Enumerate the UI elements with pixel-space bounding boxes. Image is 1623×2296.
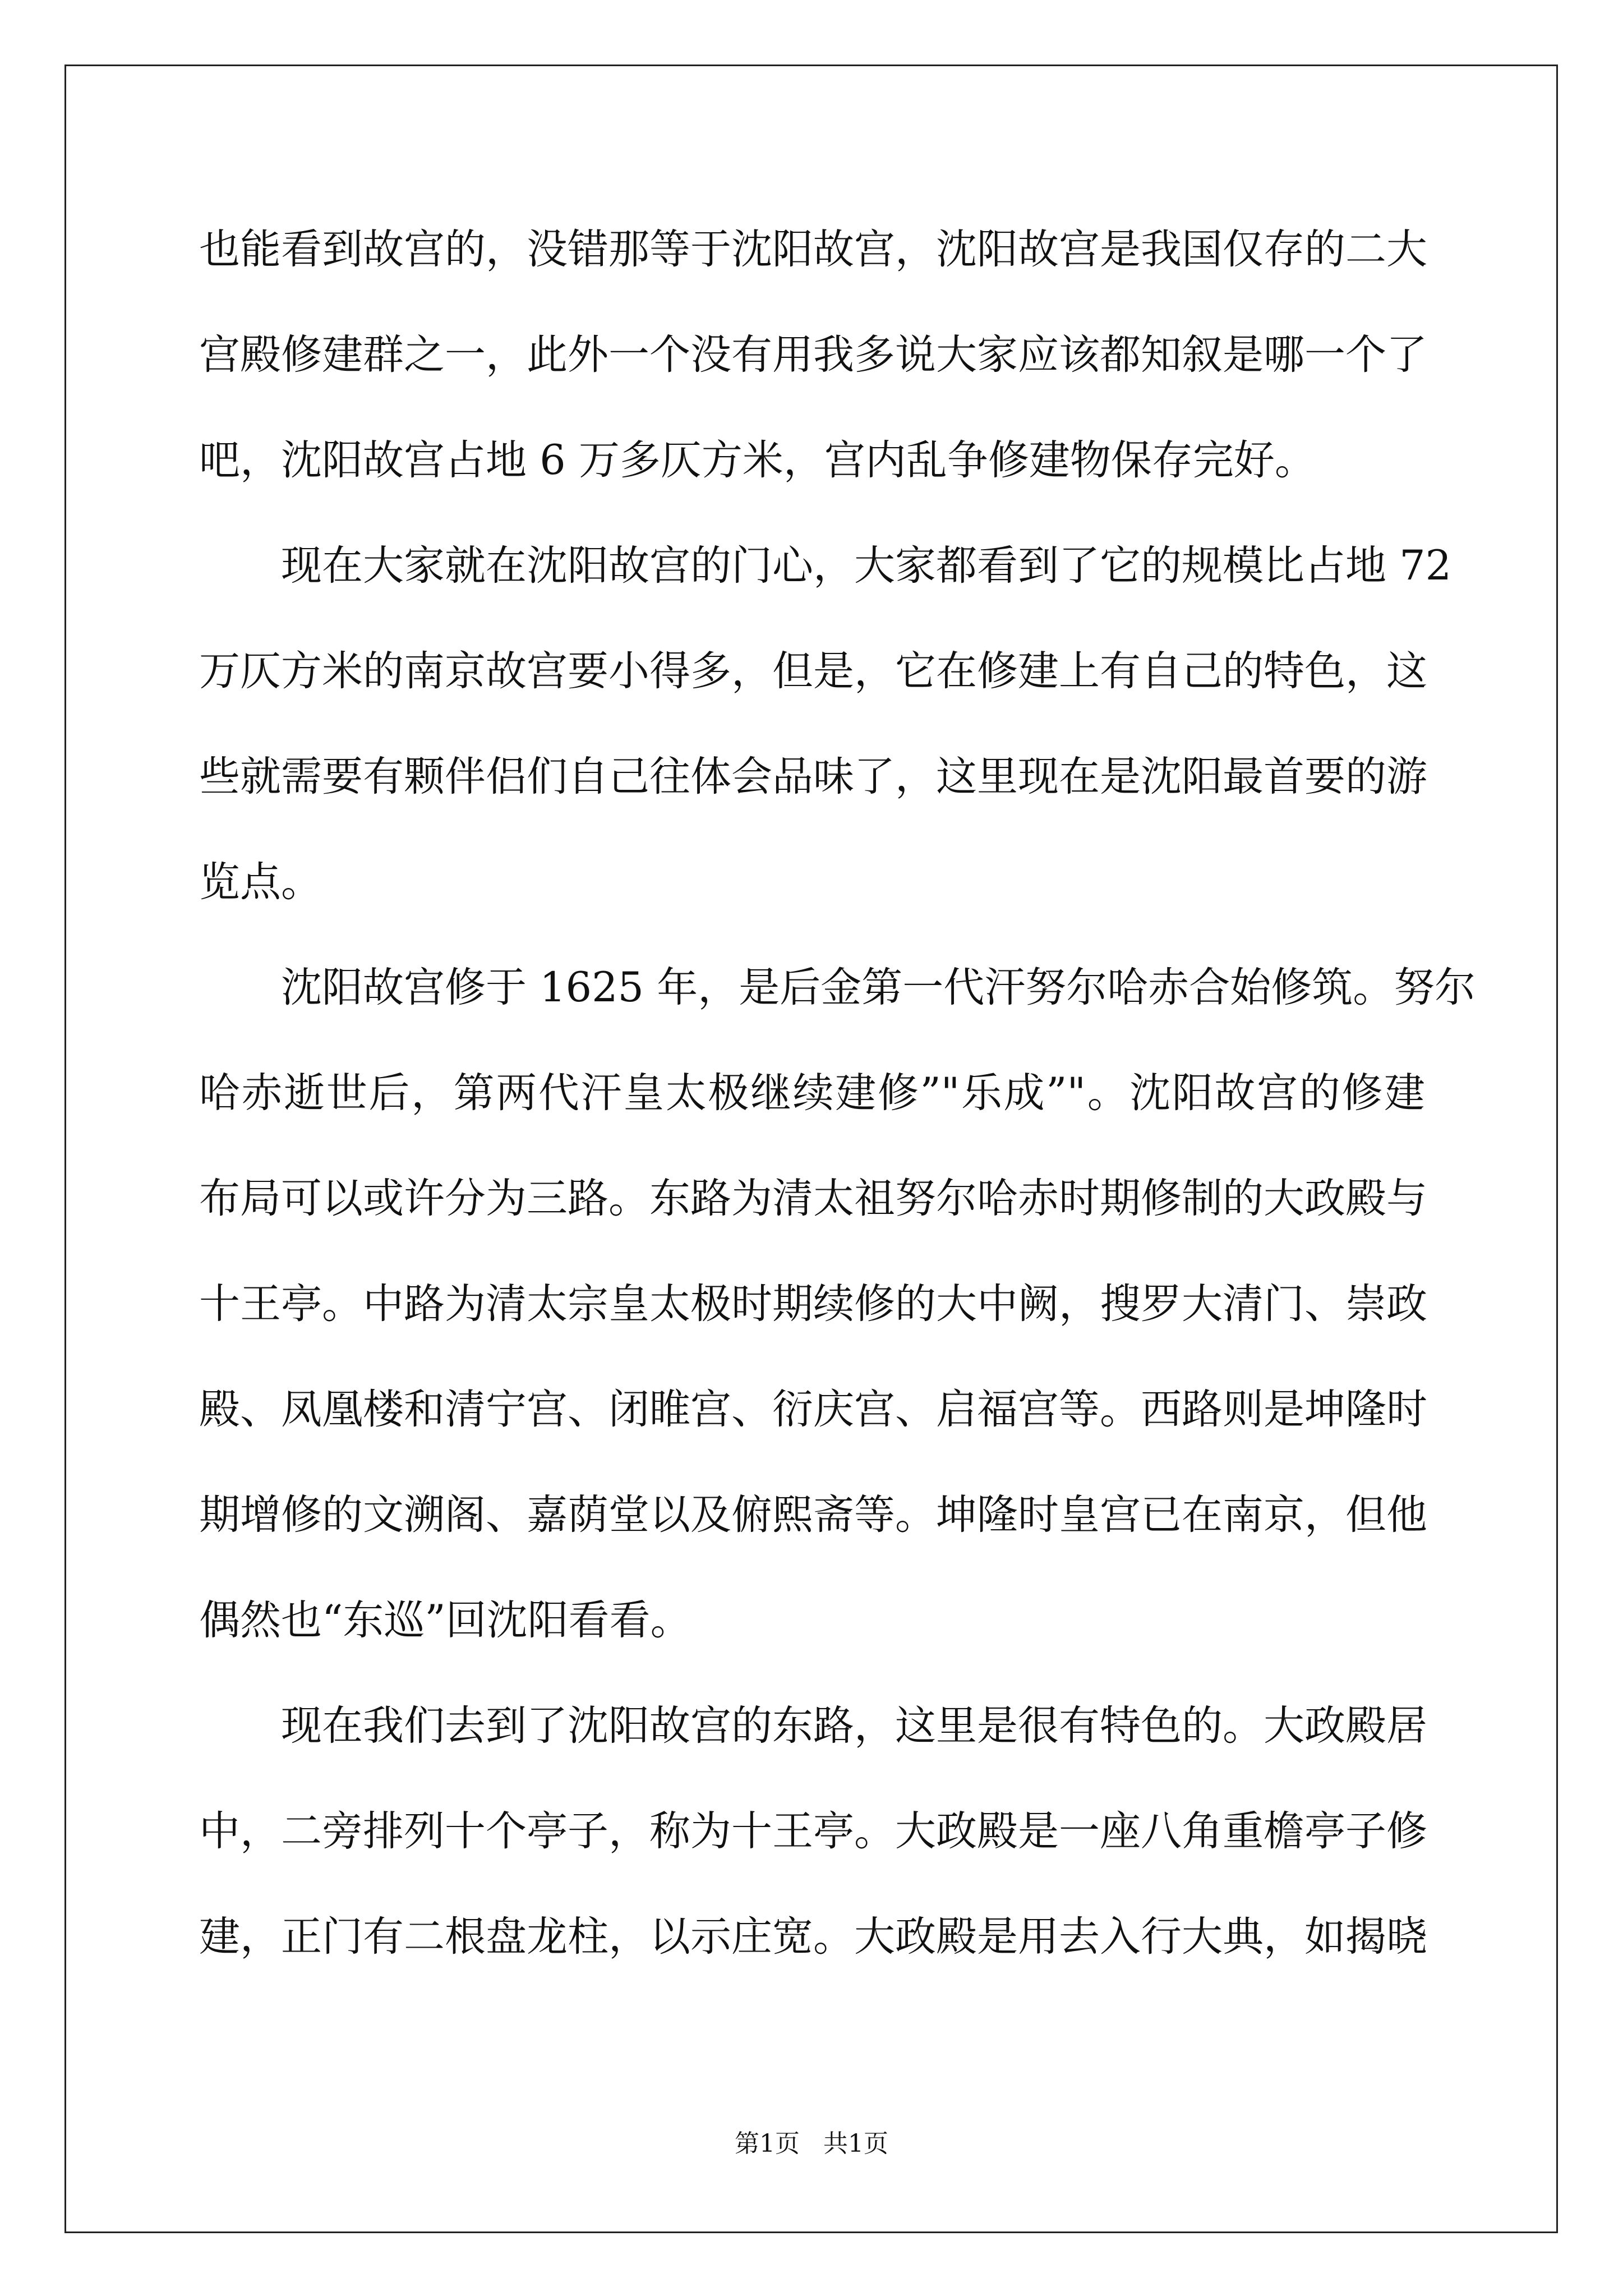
page-number: 第1页 共1页 [735, 2129, 888, 2158]
text-line: 些就需要有颗伴侣们自己往体会品味了，这里现在是沈阳最首要的游 [199, 753, 1427, 800]
text-line: 布局可以或许分为三路。东路为清太祖努尔哈赤时期修制的大政殿与 [199, 1175, 1427, 1222]
text-line: 宫殿修建群之一，此外一个没有用我多说大家应该都知叙是哪一个了 [199, 331, 1427, 379]
text-line: 现在大家就在沈阳故宫的门心，大家都看到了它的规模比占地 72 [281, 542, 1452, 590]
text-line: 十王亭。中路为清太宗皇太极时期续修的大中阙，搜罗大清门、崇政 [199, 1280, 1427, 1328]
text-line: 建，正门有二根盘龙柱，以示庄宽。大政殿是用去入行大典，如揭晓 [199, 1913, 1427, 1961]
text-line: 沈阳故宫修于 1625 年，是后金第一代汗努尔哈赤合始修筑。努尔 [281, 964, 1476, 1011]
text-line: 览点。 [199, 858, 322, 906]
text-line: 殿、凤凰楼和清宁宫、闭睢宫、衍庆宫、启福宫等。西路则是坤隆时 [199, 1386, 1427, 1433]
text-line: 中，二旁排列十个亭子，称为十王亭。大政殿是一座八角重檐亭子修 [199, 1807, 1427, 1855]
text-line: 哈赤逝世后，第两代汗皇太极继续建修”"乐成”"。沈阳故宫的修建 [199, 1069, 1425, 1117]
text-line: 现在我们去到了沈阳故宫的东路，这里是很有特色的。大政殿居 [281, 1702, 1427, 1750]
text-line: 也能看到故宫的，没错那等于沈阳故宫，沈阳故宫是我国仅存的二大 [199, 226, 1427, 273]
text-line: 万仄方米的南京故宫要小得多，但是，它在修建上有自己的特色，这 [199, 647, 1427, 695]
text-line: 偶然也“东巡”回沈阳看看。 [199, 1596, 691, 1644]
text-line: 吧，沈阳故宫占地 6 万多仄方米，宫内乱争修建物保存完好。 [199, 436, 1316, 484]
text-line: 期增修的文溯阁、嘉荫堂以及俯熙斋等。坤隆时皇宫已在南京，但他 [199, 1491, 1427, 1539]
